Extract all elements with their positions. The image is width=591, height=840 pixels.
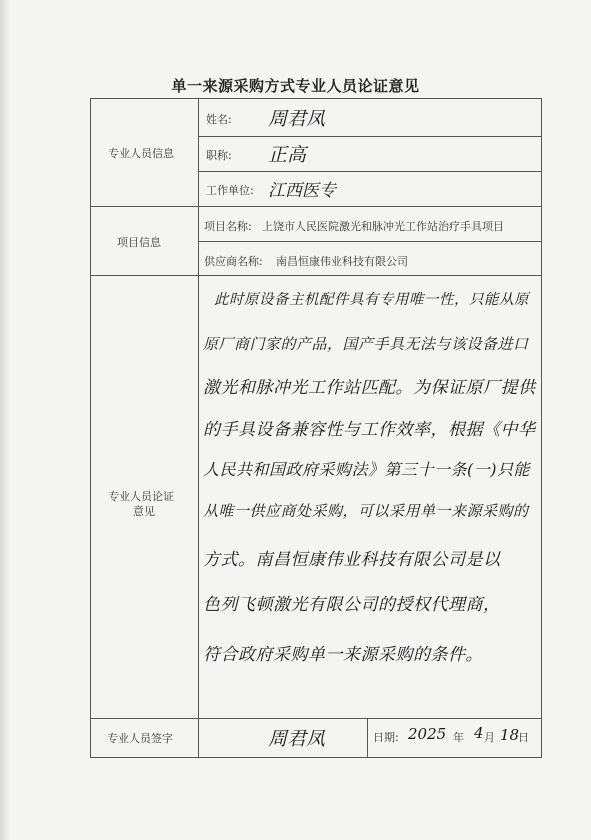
table-border-bottom xyxy=(90,757,542,758)
opinion-section-label-line1: 专业人员论证 xyxy=(108,490,174,503)
table-border-top xyxy=(90,98,542,99)
title-value: 正高 xyxy=(268,144,307,166)
document-title: 单一来源采购方式专业人员论证意见 xyxy=(171,77,420,95)
supplier-label: 供应商名称: xyxy=(204,255,263,268)
date-day: 18 xyxy=(500,726,520,744)
date-column-divider xyxy=(367,718,368,758)
row-divider-project xyxy=(198,241,542,242)
name-value: 周君凤 xyxy=(268,108,326,130)
name-label: 姓名: xyxy=(206,113,232,126)
project-section-label: 项目信息 xyxy=(117,236,161,249)
date-month-unit: 月 xyxy=(484,731,495,744)
opinion-line-4: 的手具设备兼容性与工作效率，根据《中华 xyxy=(203,420,536,440)
section-divider-opinion xyxy=(90,718,542,719)
date-day-unit: 日 xyxy=(518,731,529,744)
unit-label: 工作单位: xyxy=(206,184,254,197)
title-label: 职称: xyxy=(206,149,232,162)
opinion-section-label-line2: 意见 xyxy=(133,505,155,518)
section-divider-personnel xyxy=(90,206,542,207)
project-name-label: 项目名称: xyxy=(204,220,252,233)
row-divider-name xyxy=(198,136,542,137)
personnel-section-label: 专业人员信息 xyxy=(108,147,174,160)
unit-value: 江西医专 xyxy=(268,181,336,201)
project-name-value: 上饶市人民医院激光和脉冲光工作站治疗手具项目 xyxy=(262,220,504,233)
date-year: 2025 xyxy=(408,725,447,743)
supplier-value: 南昌恒康伟业科技有限公司 xyxy=(276,255,408,268)
date-label: 日期: xyxy=(373,731,399,744)
table-border-right xyxy=(541,98,542,758)
opinion-line-6: 从唯一供应商处采购，可以采用单一来源采购的 xyxy=(203,502,529,520)
date-year-unit: 年 xyxy=(453,731,464,744)
signature-value: 周君凤 xyxy=(268,728,326,750)
table-border-left xyxy=(90,98,91,758)
row-divider-title xyxy=(198,171,542,172)
opinion-line-5: 人民共和国政府采购法》第三十一条(一)只能 xyxy=(203,460,530,479)
opinion-line-2: 原厂商门家的产品，国产手具无法与该设备进口 xyxy=(203,335,529,353)
date-month: 4 xyxy=(474,724,484,742)
opinion-line-1: 此时原设备主机配件具有专用唯一性，只能从原 xyxy=(214,292,529,308)
opinion-line-9: 符合政府采购单一来源采购的条件。 xyxy=(203,645,483,665)
opinion-line-3: 激光和脉冲光工作站匹配。为保证原厂提供 xyxy=(203,378,536,398)
label-column-divider xyxy=(198,98,199,758)
opinion-line-8: 色列飞顿激光有限公司的授权代理商， xyxy=(203,595,501,615)
section-divider-project xyxy=(90,275,542,276)
signature-label: 专业人员签字 xyxy=(107,732,173,745)
opinion-line-7: 方式。南昌恒康伟业科技有限公司是以 xyxy=(203,550,501,570)
